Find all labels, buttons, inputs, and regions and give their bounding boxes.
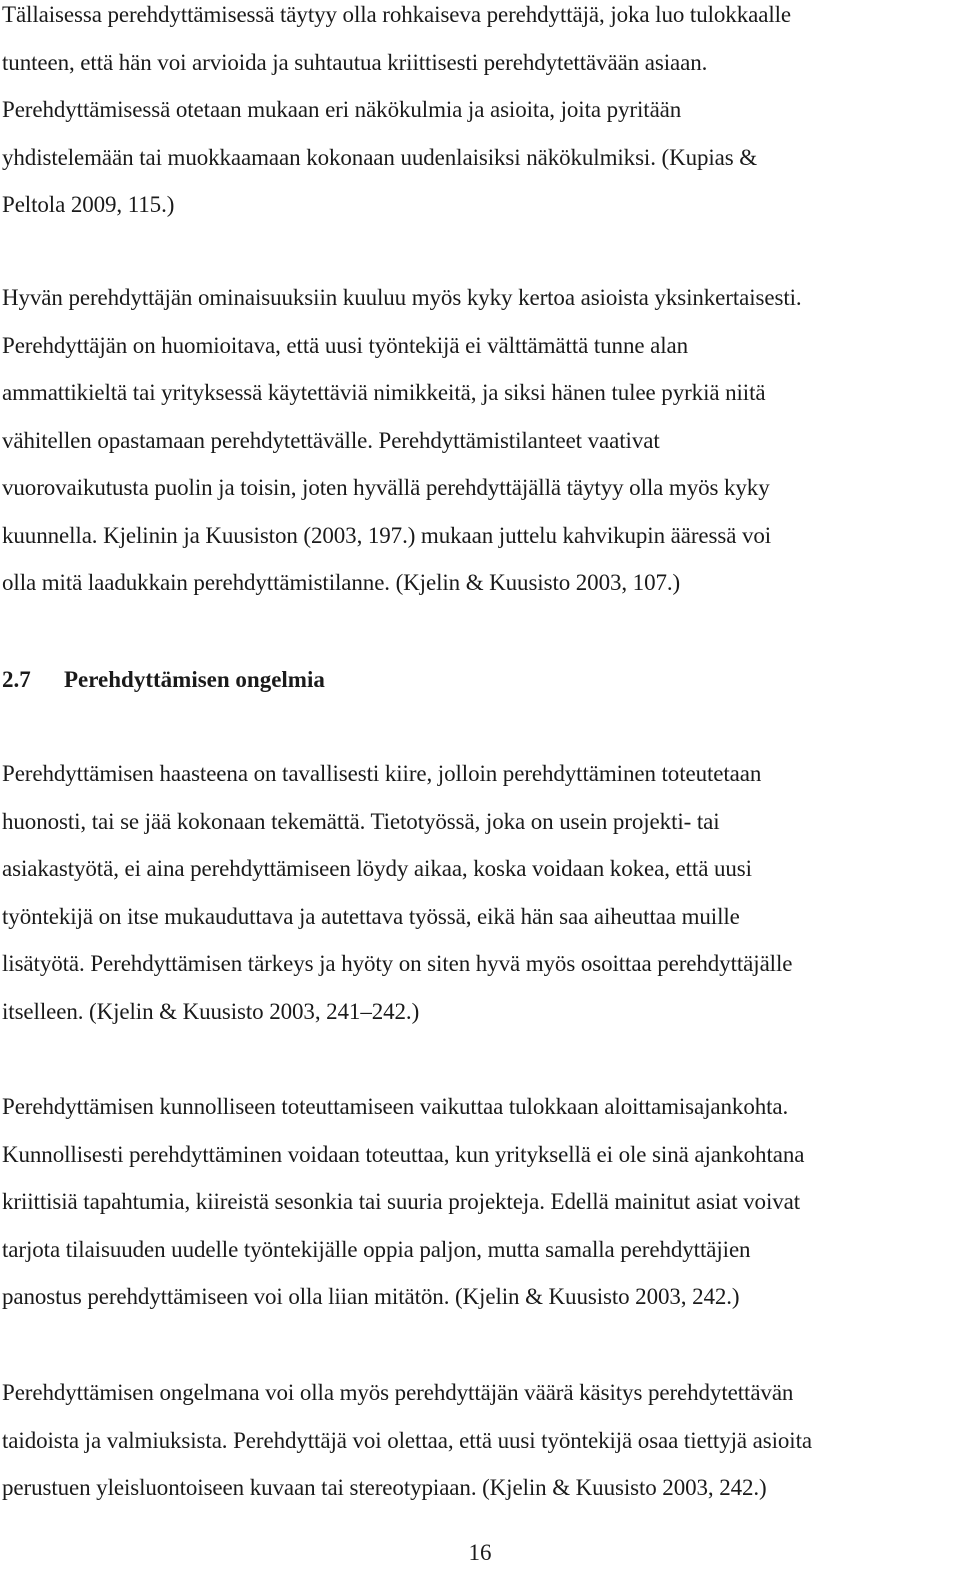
paragraph-onboarder-qualities: [2, 274, 802, 607]
paragraph-onboarding-challenges: [2, 750, 792, 1035]
section-number: 2.7: [2, 667, 31, 692]
text-line: asiakastyötä, ei aina perehdyttämiseen löydy aikaa, koska voidaan kokea, että uusi: [2, 856, 752, 881]
text-line: yhdistelemään tai muokkaamaan kokonaan uudenlaisiksi näkökulmiksi. (Kupias &: [2, 144, 758, 170]
text-line: Perehdyttämisen kunnolliseen toteuttamiseen vaikuttaa tulokkaan aloittamisajankohta.: [2, 1094, 789, 1119]
text-line: vähitellen opastamaan perehdytettävälle. Perehdyttämistilanteet vaativat: [2, 427, 660, 453]
section-title: Perehdyttämisen ongelmia: [64, 667, 325, 692]
text-line: työntekijä on itse mukauduttava ja autettava työssä, eikä hän saa aiheuttaa muille: [2, 903, 740, 929]
text-line: tunteen, että hän voi arvioida ja suhtautua kriittisesti perehdytettävään asiaan.: [2, 49, 708, 75]
text-line: perustuen yleisluontoiseen kuvaan tai stereotypiaan. (Kjelin & Kuusisto 2003, 242.): [2, 1475, 767, 1500]
text-line: kriittisiä tapahtumia, kiireistä sesonkia tai suuria projekteja. Edellä mainitut asiat voivat: [2, 1189, 801, 1214]
text-line: Perehdyttämisen ongelmana voi olla myös perehdyttäjän väärä käsitys perehdytettävän: [2, 1380, 794, 1405]
text-line: Peltola 2009, 115.): [2, 192, 175, 217]
text-line: Perehdyttämisessä otetaan mukaan eri näkökulmia ja asioita, joita pyritään: [2, 97, 682, 122]
text-line: Perehdyttäjän on huomioitava, että uusi työntekijä ei välttämättä tunne alan: [2, 332, 689, 358]
text-line: kuunnella. Kjelinin ja Kuusiston (2003, 197.) mukaan juttelu kahvikupin ääressä voi: [2, 522, 772, 548]
text-line: lisätyötä. Perehdyttämisen tärkeys ja hyöty on siten hyvä myös osoittaa perehdyttäjälle: [2, 951, 793, 976]
page-number: 16: [468, 1540, 492, 1565]
section-heading: [2, 656, 325, 704]
text-line: tarjota tilaisuuden uudelle työntekijälle oppia paljon, mutta samalla perehdyttäjien: [2, 1236, 751, 1262]
text-line: vuorovaikutusta puolin ja toisin, joten hyvällä perehdyttäjällä täytyy olla myös kyky: [2, 475, 770, 500]
text-line: taidoista ja valmiuksista. Perehdyttäjä voi olettaa, että uusi työntekijä osaa tiettyjä asioita: [2, 1427, 812, 1453]
text-line: ammattikieltä tai yrityksessä käytettäviä nimikkeitä, ja siksi hänen tulee pyrkiä niitä: [2, 380, 766, 405]
paragraph-onboarding-timing: [2, 1083, 804, 1321]
paragraph-onboarder-courage: [2, 0, 791, 229]
text-line: Kunnollisesti perehdyttäminen voidaan toteuttaa, kun yrityksellä ei ole sinä ajankohtana: [2, 1141, 805, 1167]
text-line: Hyvän perehdyttäjän ominaisuuksiin kuuluu myös kyky kertoa asioista yksinkertaisesti.: [2, 285, 802, 310]
text-line: olla mitä laadukkain perehdyttämistilanne. (Kjelin & Kuusisto 2003, 107.): [2, 570, 681, 595]
text-line: Perehdyttämisen haasteena on tavallisesti kiire, jolloin perehdyttäminen toteutetaan: [2, 761, 762, 786]
text-line: itselleen. (Kjelin & Kuusisto 2003, 241–242.): [2, 998, 420, 1024]
text-line: Tällaisessa perehdyttämisessä täytyy olla rohkaiseva perehdyttäjä, joka luo tulokkaalle: [2, 2, 792, 27]
text-line: huonosti, tai se jää kokonaan tekemättä. Tietotyössä, joka on usein projekti- tai: [2, 808, 720, 834]
paragraph-onboarder-misconception: [2, 1369, 812, 1512]
text-line: panostus perehdyttämiseen voi olla liian mitätön. (Kjelin & Kuusisto 2003, 242.): [2, 1284, 740, 1309]
